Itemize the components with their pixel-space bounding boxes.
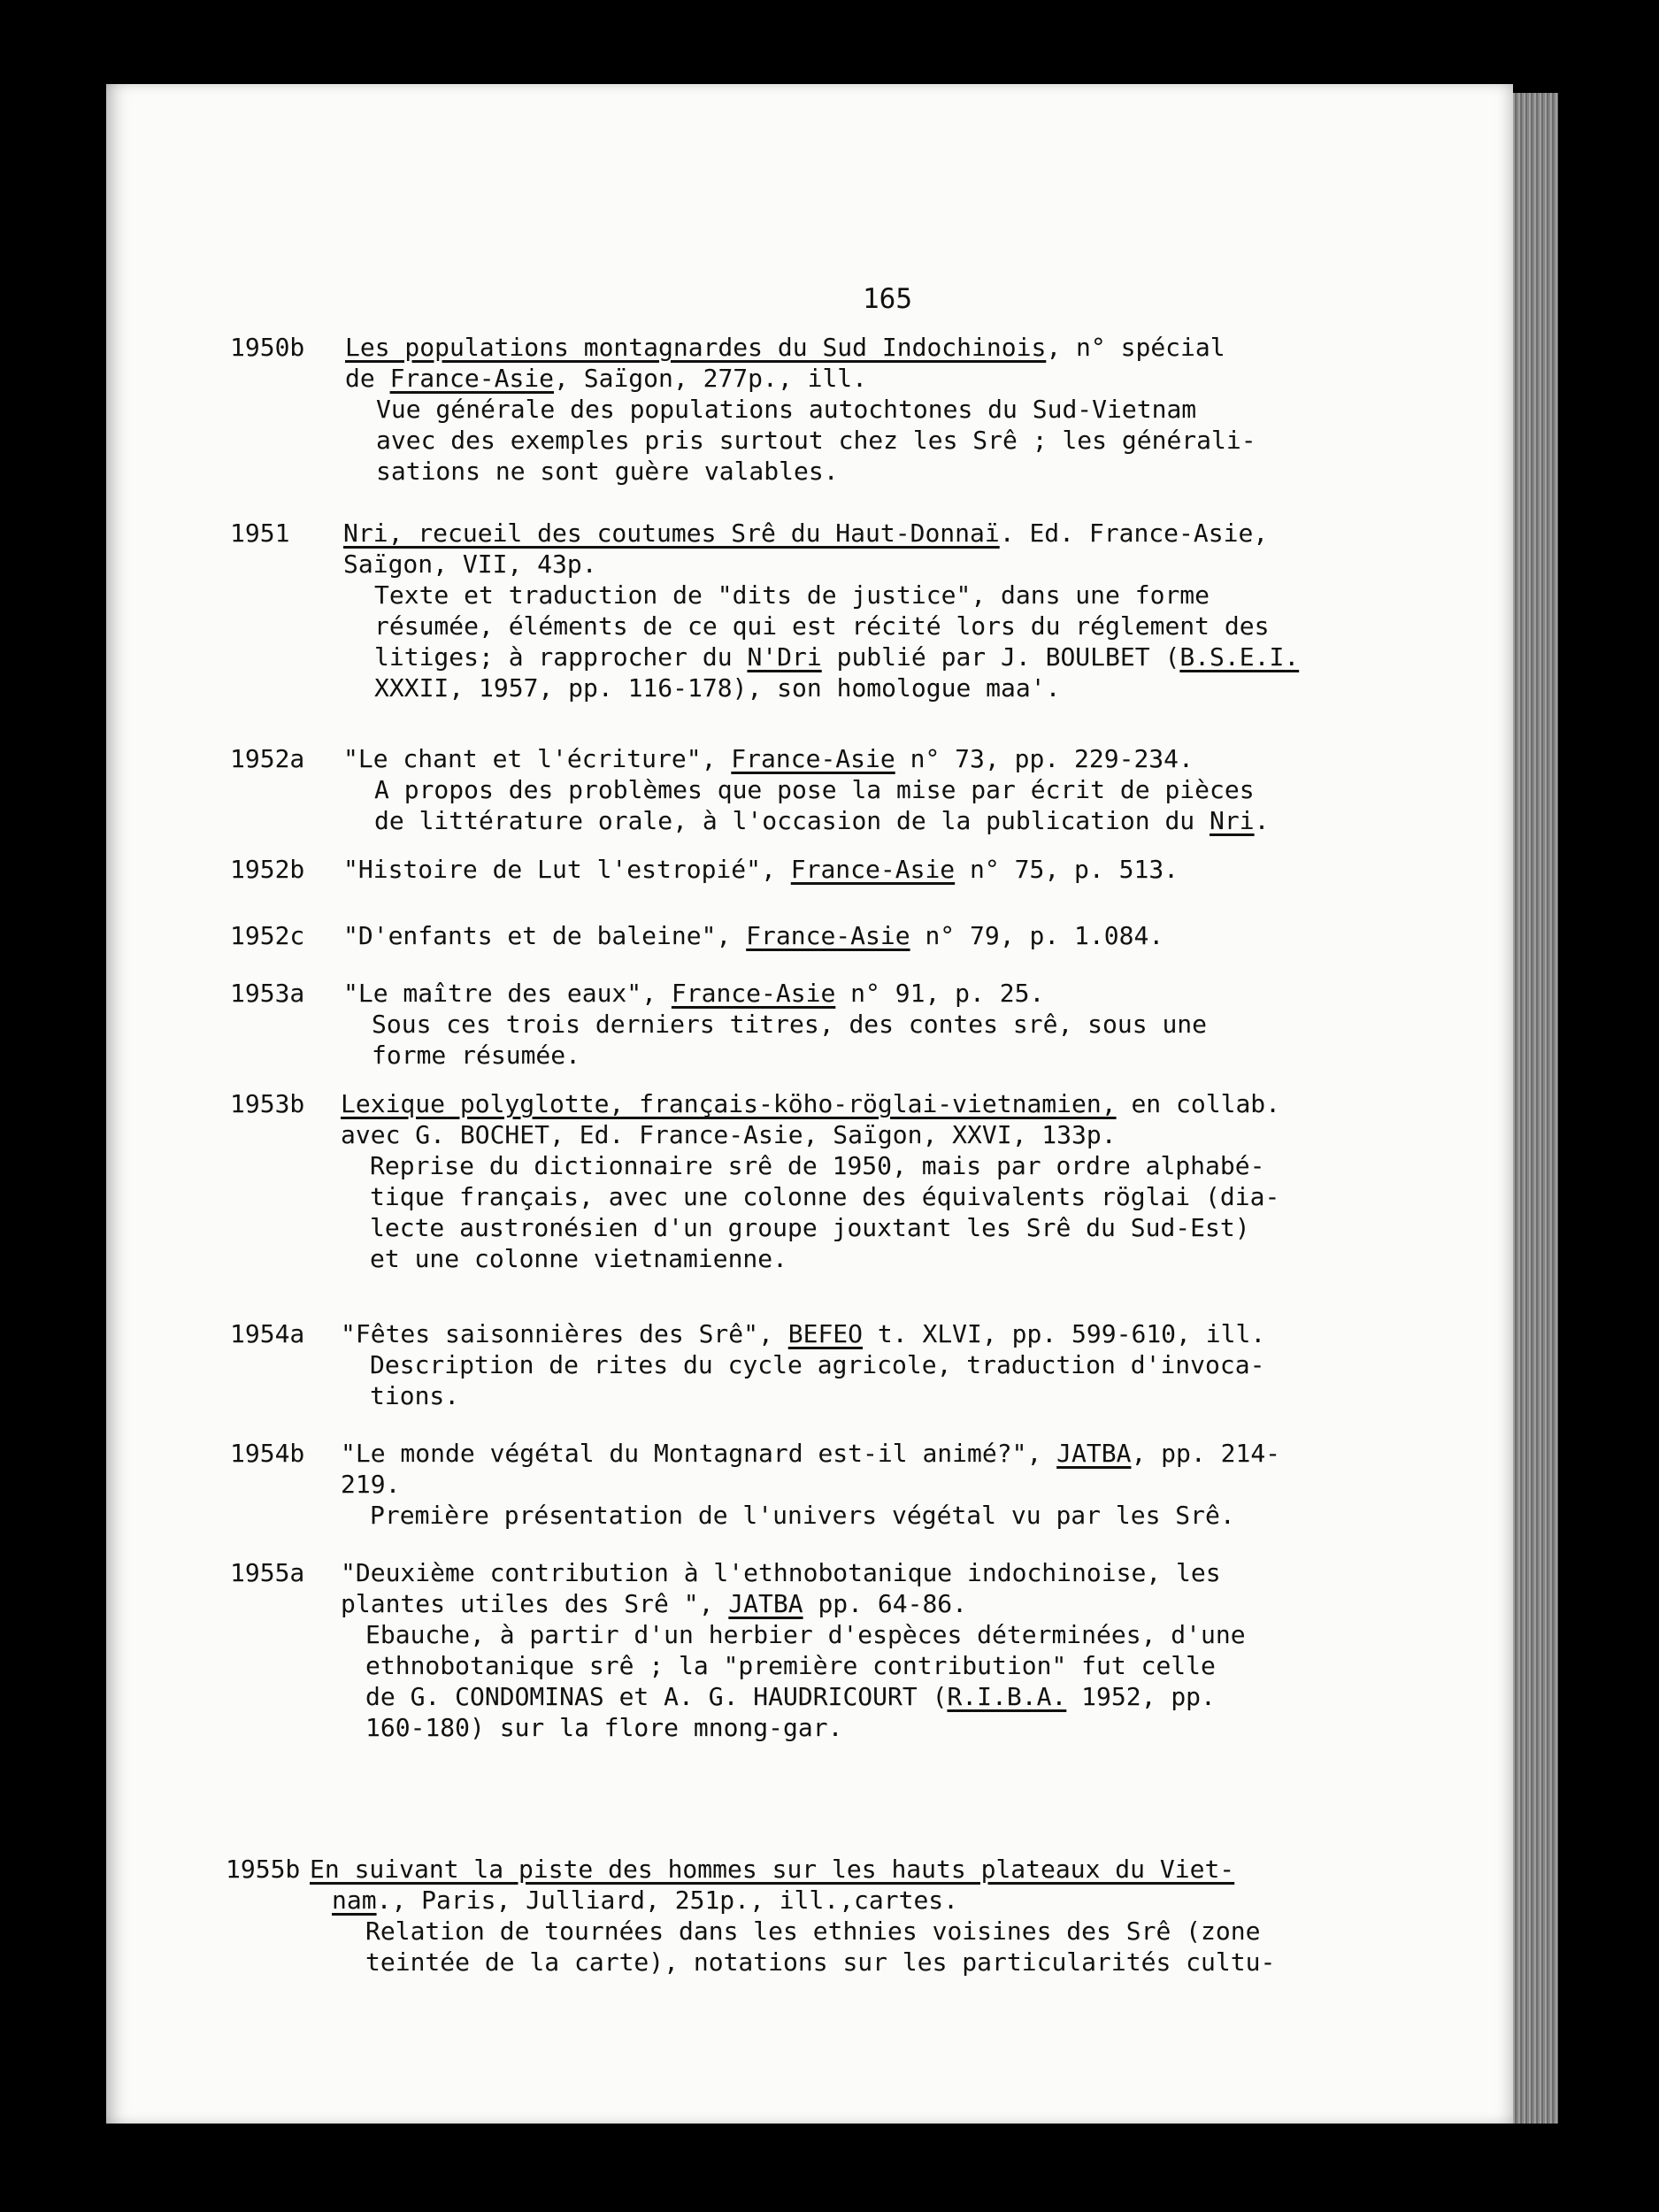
citation-text: n° 73, pp. 229-234. <box>895 744 1194 773</box>
note-line: forme résumée. <box>372 1041 581 1070</box>
note-line: tions. <box>370 1381 460 1410</box>
entry-year: 1954b <box>230 1439 305 1468</box>
page-number: 165 <box>863 283 912 315</box>
journal-title: France-Asie <box>671 979 836 1008</box>
entry-citation <box>345 332 1225 394</box>
citation-text: "Deuxième contribution à l'ethnobotanique indochinoise, les <box>341 1558 1221 1587</box>
entry-note <box>370 1150 1279 1274</box>
entry-citation <box>343 920 1164 951</box>
note-line: teintée de la carte), notations sur les particularités cultu- <box>365 1947 1276 1977</box>
title: Nri, recueil des coutumes Srê du Haut-Donnaï <box>343 518 1000 548</box>
title: Les populations montagnardes du Sud Indochinois <box>345 333 1047 362</box>
citation-text: n° 79, p. 1.084. <box>910 921 1164 950</box>
entry-citation <box>341 1438 1280 1500</box>
note-line: tique français, avec une colonne des équivalents röglai (dia- <box>370 1182 1280 1211</box>
citation-text: , n° spécial <box>1046 333 1225 362</box>
note-text: de G. CONDOMINAS et A. G. HAUDRICOURT ( <box>365 1682 948 1711</box>
note-text: litiges; à rapprocher du <box>374 642 748 672</box>
book-page <box>106 84 1513 2124</box>
note-line: avec des exemples pris surtout chez les Srê ; les générali- <box>376 426 1256 455</box>
note-line: et une colonne vietnamienne. <box>370 1244 788 1273</box>
citation-text: "Le monde végétal du Montagnard est-il animé?", <box>341 1439 1057 1468</box>
citation-text: 219. <box>341 1470 401 1499</box>
entry-year: 1954a <box>230 1319 305 1348</box>
entry-note <box>376 394 1256 487</box>
citation-text: "D'enfants et de baleine", <box>343 921 747 950</box>
entry-citation <box>343 518 1268 580</box>
journal-title: JATBA <box>728 1589 803 1618</box>
note-line: Sous ces trois derniers titres, des contes srê, sous une <box>372 1010 1208 1039</box>
entry-year: 1955b <box>226 1855 301 1884</box>
citation-text: n° 91, p. 25. <box>835 979 1045 1008</box>
journal-title: R.I.B.A. <box>947 1682 1067 1711</box>
journal-title: France-Asie <box>746 921 910 950</box>
journal-title: BEFEO <box>787 1319 864 1348</box>
note-line: Reprise du dictionnaire srê de 1950, mais par ordre alphabé- <box>370 1151 1265 1180</box>
entry-citation <box>343 978 1044 1009</box>
note-text: de littérature orale, à l'occasion de la publication du <box>374 806 1210 835</box>
entry-note <box>372 1009 1207 1071</box>
note-line: lecte austronésien d'un groupe jouxtant les Srê du Sud-Est) <box>370 1213 1250 1242</box>
entry-note <box>374 580 1299 703</box>
note-line: Ebauche, à partir d'un herbier d'espèces déterminées, d'une <box>365 1620 1246 1649</box>
citation-text: de <box>345 364 390 393</box>
citation-text: "Le maître des eaux", <box>343 979 672 1008</box>
citation-text: . Ed. France-Asie, <box>999 518 1269 548</box>
entry-citation <box>341 1318 1265 1349</box>
citation-text: "Histoire de Lut l'estropié", <box>343 855 791 884</box>
entry-note <box>374 774 1269 836</box>
entry-year: 1952a <box>230 744 305 773</box>
citation-text: plantes utiles des Srê ", <box>341 1589 729 1618</box>
citation-text: "Le chant et l'écriture", <box>343 744 732 773</box>
entry-note <box>365 1619 1246 1743</box>
citation-text: n° 75, p. 513. <box>955 855 1179 884</box>
note-line: ethnobotanique srê ; la "première contribution" fut celle <box>365 1651 1216 1680</box>
note-line: A propos des problèmes que pose la mise par écrit de pièces <box>374 775 1255 804</box>
note-line: résumée, éléments de ce qui est récité lors du réglement des <box>374 611 1270 641</box>
title: Lexique polyglotte, français-köho-röglai-vietnamien, <box>341 1089 1117 1118</box>
entry-citation <box>310 1854 1234 1916</box>
note-line: Description de rites du cycle agricole, traduction d'invoca- <box>370 1350 1265 1379</box>
citation-text: pp. 64-86. <box>803 1589 968 1618</box>
citation-text: Saïgon, VII, 43p. <box>343 549 597 579</box>
entry-note <box>370 1349 1264 1411</box>
citation-text: en collab. <box>1116 1089 1281 1118</box>
note-text: 1952, pp. <box>1066 1682 1216 1711</box>
note-line: Texte et traduction de "dits de justice", dans une forme <box>374 580 1210 610</box>
entry-note <box>365 1916 1275 1978</box>
title: nam <box>332 1886 377 1915</box>
entry-year: 1952c <box>230 921 305 950</box>
citation-text: , pp. 214- <box>1131 1439 1281 1468</box>
entry-year: 1953b <box>230 1089 305 1118</box>
citation-text: , Saïgon, 277p., ill. <box>554 364 868 393</box>
entry-year: 1953a <box>230 979 305 1008</box>
journal-title: JATBA <box>1056 1439 1132 1468</box>
note-line: sations ne sont guère valables. <box>376 457 839 486</box>
entry-year: 1952b <box>230 855 305 884</box>
citation-text: "Fêtes saisonnières des Srê", <box>341 1319 788 1348</box>
entry-citation <box>341 1088 1280 1150</box>
entry-note <box>370 1500 1235 1531</box>
journal-title: France-Asie <box>389 364 555 393</box>
entry-year: 1951 <box>230 518 290 548</box>
note-line: 160-180) sur la flore mnong-gar. <box>365 1713 843 1742</box>
entry-citation <box>343 854 1179 885</box>
entry-citation <box>343 743 1194 774</box>
citation-text: avec G. BOCHET, Ed. France-Asie, Saïgon, XXVI, 133p. <box>341 1120 1117 1149</box>
journal-title: B.S.E.I. <box>1179 642 1300 672</box>
entry-citation <box>341 1557 1221 1619</box>
work-title: Nri <box>1210 806 1255 835</box>
work-title: N'Dri <box>747 642 822 672</box>
note-line: XXXII, 1957, pp. 116-178), son homologue maa'. <box>374 673 1061 703</box>
note-text: . <box>1254 806 1270 835</box>
entry-year: 1955a <box>230 1558 305 1587</box>
journal-title: France-Asie <box>731 744 895 773</box>
note-text: publié par J. BOULBET ( <box>821 642 1180 672</box>
citation-text: ., Paris, Julliard, 251p., ill.,cartes. <box>376 1886 959 1915</box>
entry-year: 1950b <box>230 333 305 362</box>
note-line: Relation de tournées dans les ethnies voisines des Srê (zone <box>365 1916 1261 1946</box>
title: En suivant la piste des hommes sur les hauts plateaux du Viet- <box>310 1855 1235 1884</box>
citation-text: t. XLVI, pp. 599-610, ill. <box>863 1319 1266 1348</box>
note-line: Vue générale des populations autochtones du Sud-Vietnam <box>376 395 1197 424</box>
journal-title: France-Asie <box>790 855 956 884</box>
note-line: Première présentation de l'univers végétal vu par les Srê. <box>370 1501 1235 1530</box>
